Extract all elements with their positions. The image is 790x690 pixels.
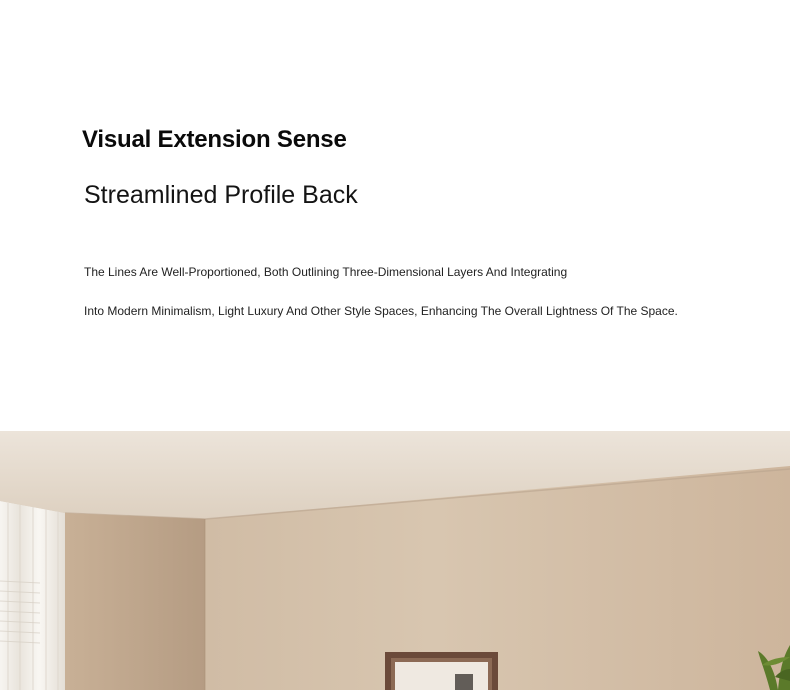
description-line-1: The Lines Are Well-Proportioned, Both Outlining Three-Dimensional Layers And Integrating — [84, 265, 568, 279]
description-line-2: Into Modern Minimalism, Light Luxury And Other Style Spaces, Enhancing The Overall Lightness Of The Space. — [84, 304, 678, 318]
section-subheading: Streamlined Profile Back — [84, 181, 358, 209]
room-interior-photo — [0, 431, 790, 690]
section-heading: Visual Extension Sense — [82, 126, 347, 153]
